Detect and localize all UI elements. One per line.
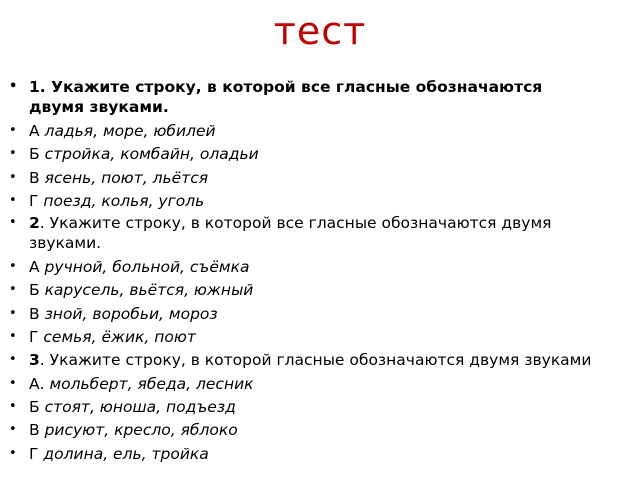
bullet-icon: • [9,329,17,345]
option-words: зной, воробьи, мороз [44,304,218,323]
page-title: тест [273,9,367,53]
answer-option [0,373,640,395]
option-letter: Б [29,145,45,164]
bullet-icon: • [9,169,17,185]
bullet-icon: • [9,352,17,368]
answer-option [0,443,640,465]
bullet-icon: • [9,192,17,208]
option-letter: Б [29,281,45,300]
option-words: долина, ель, тройка [43,444,209,463]
answer-option [0,279,640,301]
option-letter: А [29,258,45,277]
option-letter: А. [29,374,50,393]
question-number: 2 [29,214,40,233]
answer-option [0,143,640,165]
option-words: мольберт, ябеда, лесник [49,374,254,393]
option-words: рисуют, кресло, яблоко [44,421,238,440]
option-words: поезд, колья, уголь [43,191,205,210]
answer-option [0,303,640,325]
option-words: ладья, море, юбилей [44,122,216,140]
bullet-icon: • [9,445,17,461]
option-letter: А [29,122,45,140]
bullet-icon: • [9,123,17,138]
option-words: семья, ёжик, поют [43,328,196,347]
bullet-icon: • [9,146,17,162]
option-letter: В [29,304,45,323]
bullet-icon: • [9,398,17,414]
bullet-icon: • [9,79,18,94]
answer-option [0,120,640,142]
answer-option [0,167,640,189]
option-letter: Г [29,444,44,463]
answer-option [0,326,640,348]
option-words: ручной, больной, съёмка [44,258,250,277]
answer-option [0,419,640,441]
question-1 [0,77,589,117]
option-letter: Б [29,397,45,416]
option-letter: Г [29,328,44,347]
question-text: . Укажите строку, в которой все гласные обозначаются двумя звуками. [29,78,543,116]
option-letter: Г [29,191,44,210]
question-number: 3 [29,351,40,370]
option-words: карусель, вьётся, южный [44,281,254,300]
bullet-icon: • [9,375,17,391]
question-list [0,77,640,466]
bullet-icon: • [9,259,17,275]
answer-option [0,396,640,418]
option-words: ясень, поют, льётся [44,168,209,187]
bullet-icon: • [9,282,17,298]
option-words: стройка, комбайн, оладьи [44,145,259,164]
option-letter: В [29,168,45,187]
question-3 [0,349,640,371]
bullet-icon: • [9,305,17,321]
option-letter: В [29,421,45,440]
answer-option [0,190,640,212]
answer-option [0,256,640,278]
bullet-icon: • [9,215,17,231]
question-text: . Укажите строку, в которой все гласные обозначаются двумя звуками. [29,214,552,253]
bullet-icon: • [9,422,17,438]
question-2 [0,213,589,253]
question-text: . Укажите строку, в которой гласные обозначаются двумя звуками [39,351,592,370]
question-number: 1 [29,78,40,96]
option-words: стоят, юноша, подъезд [44,397,236,416]
